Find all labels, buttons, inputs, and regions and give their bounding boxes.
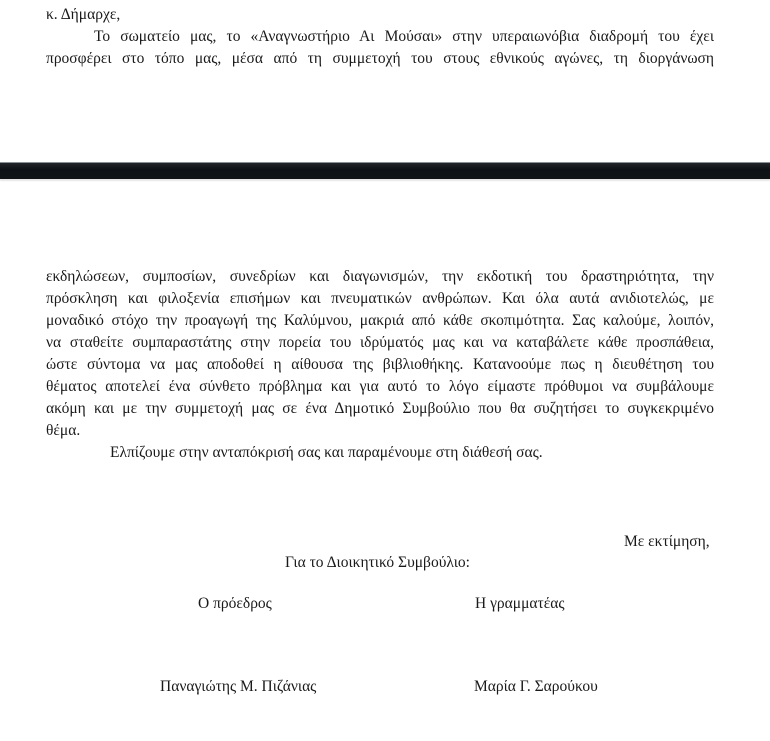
signatory-name-president: Παναγιώτης Μ. Πιζάνιας bbox=[160, 678, 317, 695]
paragraph-line: ακόμη και με την συμμετοχή μας σε ένα Δημοτικό Συμβούλιο που θα συζητήσει το συγκεκριμένο bbox=[46, 400, 714, 417]
paragraph-line: ώστε σύντομα να μας αποδοθεί η αίθουσα της βιβλιοθήκης. Κατανοούμε πως η διευθέτηση του bbox=[46, 356, 714, 373]
signatory-role-secretary: Η γραμματέας bbox=[475, 595, 565, 612]
paragraph-line: να σταθείτε συμπαραστάτης στην πορεία του ιδρύματός μας και να καταβάλετε κάθε προσπάθεια, bbox=[46, 334, 714, 351]
paragraph-line: προσφέρει στο τόπο μας, μέσα από τη συμμετοχή του στους εθνικούς αγώνες, τη διοργάνωση bbox=[46, 50, 714, 67]
paragraph-line: εκδηλώσεων, συμποσίων, συνεδρίων και διαγωνισμών, την εκδοτική του δραστηριότητα, την bbox=[46, 268, 714, 285]
divider-bar bbox=[0, 162, 770, 179]
closing-phrase: Με εκτίμηση, bbox=[624, 533, 710, 550]
closing-paragraph: Ελπίζουμε στην ανταπόκρισή σας και παραμένουμε στη διάθεσή σας. bbox=[110, 444, 543, 461]
paragraph-line: θέμα. bbox=[46, 422, 81, 439]
paragraph-line: πρόσκληση και φιλοξενία επισήμων και πνευματικών ανθρώπων. Και όλα αυτά ανιδιοτελώς, με bbox=[46, 290, 714, 307]
paragraph-line: θέματος αποτελεί ένα σύνθετο πρόβλημα και για αυτό το λόγο είμαστε πρόθυμοι να συμβάλουμε bbox=[46, 378, 714, 395]
paragraph-line: Το σωματείο μας, το «Αναγνωστήριο Αι Μούσαι» στην υπεραιωνόβια διαδρομή του έχει bbox=[94, 28, 714, 45]
paragraph-line: μοναδικό στόχο την προαγωγή της Καλύμνου, μακριά από κάθε σκοπιμότητα. Σας καλούμε, λοιπόν, bbox=[46, 312, 714, 329]
salutation: κ. Δήμαρχε, bbox=[46, 6, 121, 23]
signatory-name-secretary: Μαρία Γ. Σαρούκου bbox=[474, 678, 598, 695]
signatory-role-president: Ο πρόεδρος bbox=[198, 595, 272, 612]
board-label: Για το Διοικητικό Συμβούλιο: bbox=[285, 554, 470, 571]
